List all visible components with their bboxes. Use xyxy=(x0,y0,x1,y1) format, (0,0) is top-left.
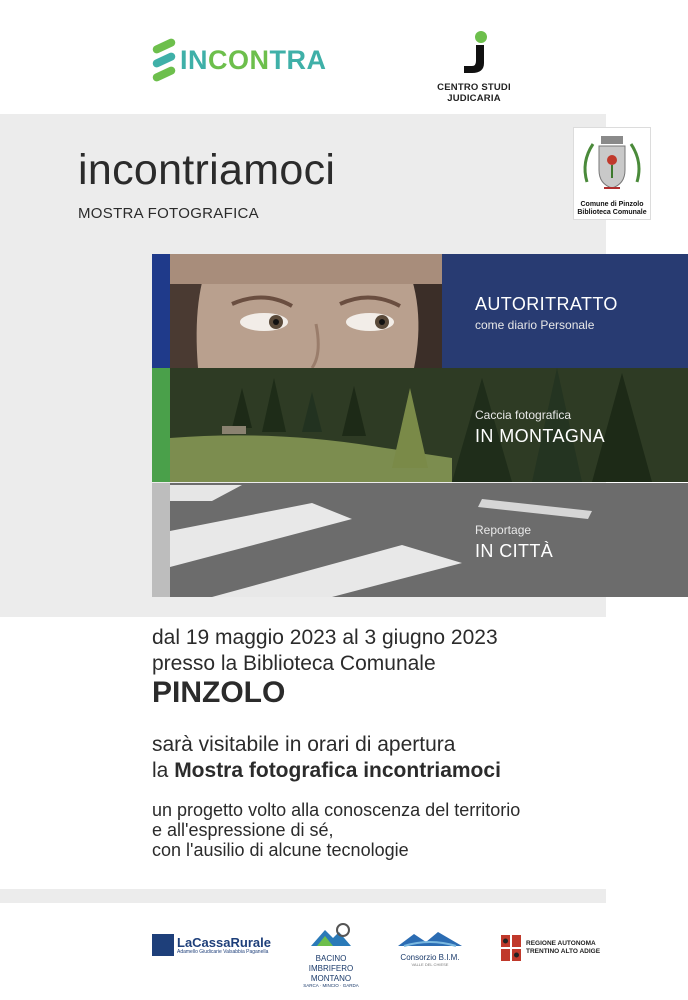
comune-line1: Comune di Pinzolo xyxy=(580,201,644,208)
exhibit-name: Mostra fotografica incontriamoci xyxy=(174,759,501,782)
dates-text: dal 19 maggio 2023 al 3 giugno 2023 xyxy=(152,626,498,649)
comune-line2: Biblioteca Comunale xyxy=(577,209,647,216)
regione-crest-icon xyxy=(500,934,522,962)
panel-2-title: IN MONTAGNA xyxy=(475,426,606,446)
panel-1-title: AUTORITRATTO xyxy=(475,294,618,314)
project-line-3: con l'ausilio di alcune tecnologie xyxy=(152,840,409,860)
incontra-part2: CON xyxy=(208,44,270,75)
sponsor-regione xyxy=(500,934,600,962)
cassa-name-a: La xyxy=(177,934,193,950)
bacino-line1: BACINO xyxy=(315,954,347,963)
sponsor-bacino-imbrifero xyxy=(302,922,360,988)
project-line-1: un progetto volto alla conoscenza del territorio xyxy=(152,800,521,820)
venue-text: presso la Biblioteca Comunale xyxy=(152,652,436,675)
panel-1-subtitle: come diario Personale xyxy=(475,318,595,332)
exhibit-text xyxy=(152,759,501,783)
page-title: incontriamoci xyxy=(78,146,336,194)
visit-text: sarà visitabile in orari di apertura xyxy=(152,733,456,756)
town-text: PINZOLO xyxy=(152,676,286,709)
exhibit-prefix: la xyxy=(152,759,175,782)
consorzio-mountain-icon xyxy=(398,930,462,948)
mountain-photo xyxy=(152,368,688,482)
panel-montagna xyxy=(152,368,688,482)
panel-autoritratto xyxy=(152,254,688,368)
consorzio-sub: VALLE DEL CHIESE xyxy=(411,962,449,967)
footer-band xyxy=(0,889,606,903)
bacino-line2: IMBRIFERO xyxy=(308,964,354,973)
bacino-line3: MONTANO xyxy=(310,974,352,983)
incontra-part1: IN xyxy=(180,44,208,75)
panel-citta xyxy=(152,483,688,597)
bacino-sub: SARCA · MINCIO · GARDA xyxy=(303,983,359,988)
project-line-2: e all'espressione di sé, xyxy=(152,820,334,840)
sponsor-cassa-rurale xyxy=(152,934,271,956)
csj-label: CENTRO STUDI JUDICARIA xyxy=(437,82,511,104)
csj-j-icon xyxy=(454,30,494,74)
comune-logo xyxy=(573,127,651,220)
panel-accent-stripe xyxy=(152,483,170,597)
cassa-name-c: Rurale xyxy=(230,934,271,950)
panel-3-subtitle: Reportage xyxy=(475,523,532,537)
cassa-name-b: Cassa xyxy=(192,934,231,950)
panel-2-subtitle: Caccia fotografica xyxy=(475,408,572,422)
sponsor-consorzio-bim xyxy=(394,930,466,967)
csj-logo xyxy=(412,30,536,104)
panel-accent-stripe xyxy=(152,254,170,368)
cassa-sub: Adamello Giudicarie Valsabbia Paganella xyxy=(177,948,269,955)
cassa-rurale-icon xyxy=(152,934,174,956)
incontra-logo xyxy=(152,38,327,82)
regione-line1: REGIONE AUTONOMA xyxy=(526,940,596,947)
incontra-part3: TRA xyxy=(269,44,327,75)
crest-icon xyxy=(579,132,645,196)
street-photo xyxy=(152,483,688,597)
consorzio-name: Consorzio B.I.M. xyxy=(400,953,460,962)
mountain-wheel-icon xyxy=(309,922,353,948)
panel-accent-stripe xyxy=(152,368,170,482)
regione-line2: TRENTINO ALTO ADIGE xyxy=(526,948,601,955)
incontra-mark-icon xyxy=(152,40,176,80)
panel-3-title: IN CITTÀ xyxy=(475,541,554,561)
page-subtitle: MOSTRA FOTOGRAFICA xyxy=(78,205,259,222)
